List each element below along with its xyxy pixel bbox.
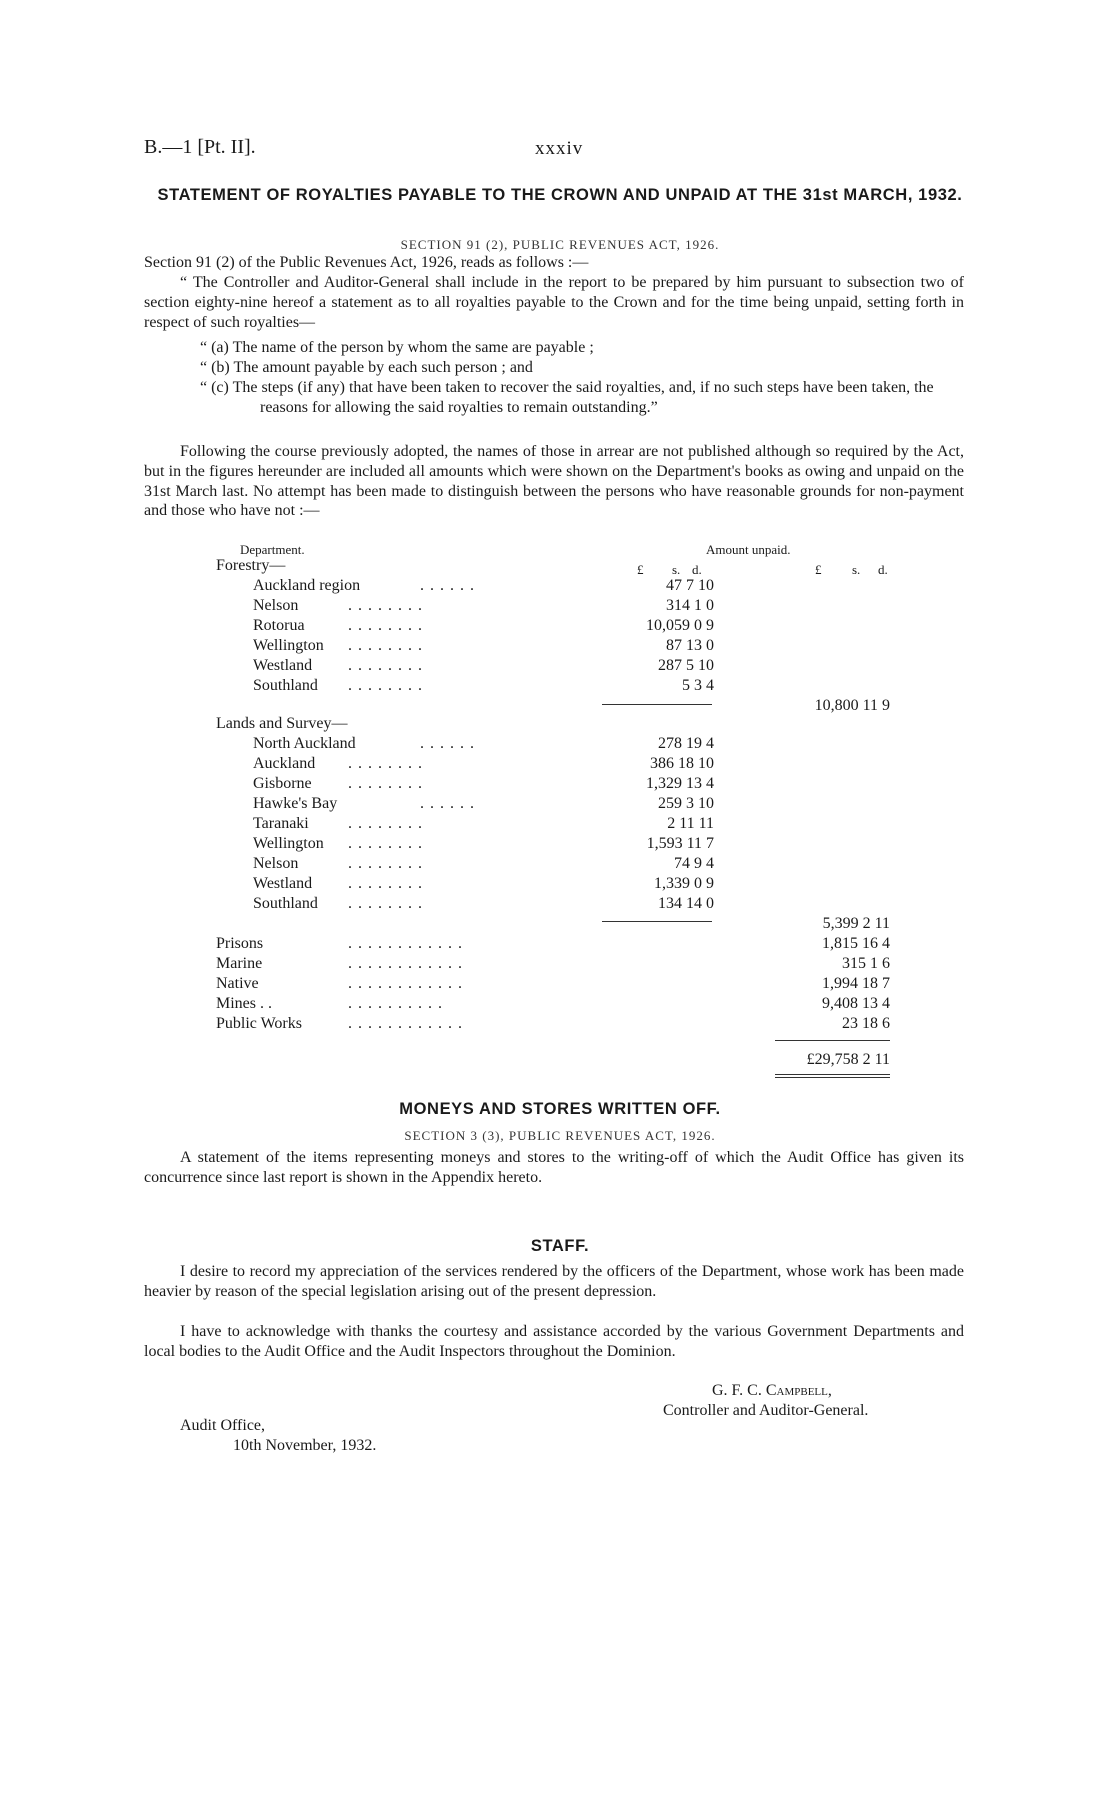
report-reference: B.—1 [Pt. II]. <box>144 136 256 158</box>
lands-row-name: Gisborne <box>253 775 312 792</box>
leader-dots: . . . . . . . . <box>348 597 423 614</box>
lands-row-amount: 2 11 11 <box>667 815 714 832</box>
lands-row-name: Auckland <box>253 755 316 772</box>
leader-dots: . . . . . . . . <box>348 895 423 912</box>
leader-dots: . . . . . . . . . . . . <box>348 955 463 972</box>
unit-pound-total: £ <box>815 562 822 577</box>
forestry-row-name: Rotorua <box>253 617 305 634</box>
signature-date: 10th November, 1932. <box>233 1437 377 1454</box>
grand-total-rule-bottom <box>775 1077 890 1078</box>
leader-dots: . . . . . . . . <box>348 617 423 634</box>
unit-shilling-total: s. <box>852 562 861 577</box>
forestry-row-amount: 47 7 10 <box>666 577 714 594</box>
department-name: Prisons <box>216 935 264 952</box>
leader-dots: . . . . . . . . <box>348 637 423 654</box>
leader-dots: . . . . . . . . . . . . <box>348 935 463 952</box>
forestry-row-name: Auckland region <box>253 577 361 594</box>
staff-para-2: I have to acknowledge with thanks the courtesy and assistance accorded by the various Government Departments and local bodies to the Audit Office and the Audit Inspectors throughout the Dominion. <box>144 1323 964 1360</box>
lands-row-name: Taranaki <box>253 815 309 832</box>
leader-dots: . . . . . . . . <box>348 875 423 892</box>
subtotal-rule <box>602 704 712 705</box>
signatory-title: Controller and Auditor-General. <box>663 1402 869 1419</box>
clause-b: “ (b) The amount payable by each such person ; and <box>200 359 533 376</box>
leader-dots: . . . . . . . . <box>348 657 423 674</box>
lands-row-amount: 1,593 11 7 <box>646 835 714 852</box>
royalties-section-ref: SECTION 91 (2), PUBLIC REVENUES ACT, 1926. <box>400 237 720 252</box>
forestry-row-amount: 314 1 0 <box>666 597 714 614</box>
leader-dots: . . . . . . . . <box>348 755 423 772</box>
lands-row-name: North Auckland <box>253 735 356 752</box>
lands-row-amount: 1,339 0 9 <box>654 875 714 892</box>
leader-dots: . . . . . . <box>420 577 475 594</box>
unit-pence-total: d. <box>878 562 888 577</box>
forestry-heading: Forestry— <box>216 557 286 574</box>
department-amount: 1,815 16 4 <box>822 935 890 952</box>
leader-dots: . . . . . . <box>420 735 475 752</box>
lands-row-amount: 1,329 13 4 <box>646 775 714 792</box>
unit-shilling: s. <box>672 562 681 577</box>
royalties-title: STATEMENT OF ROYALTIES PAYABLE TO THE CROWN AND UNPAID AT THE 31st MARCH, 1932. <box>157 186 963 204</box>
forestry-row-amount: 87 13 0 <box>666 637 714 654</box>
lands-row-name: Southland <box>253 895 318 912</box>
lands-row-amount: 74 9 4 <box>674 855 714 872</box>
clause-c: “ (c) The steps (if any) that have been taken to recover the said royalties, and, if no such steps have been taken, the reasons for allowing the said royalties to remain outstanding.” <box>200 379 934 416</box>
grand-total-rule-top <box>775 1040 890 1041</box>
grand-total-rule-bottom <box>775 1074 890 1075</box>
page-number: xxxiv <box>535 138 584 159</box>
lands-row-amount: 278 19 4 <box>658 735 714 752</box>
department-amount: 9,408 13 4 <box>822 995 890 1012</box>
staff-title: STAFF. <box>530 1237 590 1255</box>
lands-row-amount: 134 14 0 <box>658 895 714 912</box>
lands-row-amount: 386 18 10 <box>650 755 714 772</box>
leader-dots: . . . . . . . . . . . . <box>348 975 463 992</box>
forestry-total: 10,800 11 9 <box>814 697 890 714</box>
grand-total: £29,758 2 11 <box>806 1051 890 1068</box>
department-amount: 1,994 18 7 <box>822 975 890 992</box>
forestry-row-name: Southland <box>253 677 318 694</box>
office-name: Audit Office, <box>180 1417 266 1434</box>
leader-dots: . . . . . . . . . . <box>348 995 443 1012</box>
forestry-row-name: Westland <box>253 657 313 674</box>
moneys-title: MONEYS AND STORES WRITTEN OFF. <box>399 1100 721 1118</box>
moneys-section-ref: SECTION 3 (3), PUBLIC REVENUES ACT, 1926. <box>404 1128 716 1143</box>
forestry-row-amount: 287 5 10 <box>658 657 714 674</box>
unit-pence: d. <box>692 562 702 577</box>
forestry-row-amount: 5 3 4 <box>682 677 714 694</box>
leader-dots: . . . . . . . . <box>348 815 423 832</box>
department-name: Public Works <box>216 1015 302 1032</box>
department-amount: 23 18 6 <box>842 1015 890 1032</box>
moneys-text: A statement of the items representing moneys and stores to the writing-off of which the Audit Office has given its concurrence since last report is shown in the Appendix hereto. <box>144 1149 964 1186</box>
lands-row-name: Nelson <box>253 855 299 872</box>
forestry-row-amount: 10,059 0 9 <box>646 617 714 634</box>
leader-dots: . . . . . . . . . . . . <box>348 1015 463 1032</box>
unit-pound: £ <box>637 562 644 577</box>
royalties-intro: Section 91 (2) of the Public Revenues Act, 1926, reads as follows :— <box>144 254 589 271</box>
lands-row-amount: 259 3 10 <box>658 795 714 812</box>
lands-row-name: Hawke's Bay <box>253 795 338 812</box>
col-department: Department. <box>240 542 305 557</box>
leader-dots: . . . . . . . . <box>348 677 423 694</box>
department-name: Native <box>216 975 259 992</box>
leader-dots: . . . . . . . . <box>348 855 423 872</box>
lands-heading: Lands and Survey— <box>216 715 348 732</box>
leader-dots: . . . . . . . . <box>348 775 423 792</box>
forestry-row-name: Nelson <box>253 597 299 614</box>
col-amount: Amount unpaid. <box>706 542 791 557</box>
royalties-note: Following the course previously adopted, the names of those in arrear are not published although so required by the Act, but in the figures hereunder are included all amounts which were shown on the Department's books as owing and unpaid on the 31st March last. No attempt has been made to distinguish between the persons who have reasonable grounds for non-payment and those who have not :— <box>144 443 964 520</box>
lands-row-name: Westland <box>253 875 313 892</box>
subtotal-rule <box>602 921 712 922</box>
department-name: Mines . . <box>216 995 272 1012</box>
leader-dots: . . . . . . . . <box>348 835 423 852</box>
department-name: Marine <box>216 955 263 972</box>
lands-total: 5,399 2 11 <box>822 915 890 932</box>
leader-dots: . . . . . . <box>420 795 475 812</box>
staff-para-1: I desire to record my appreciation of the services rendered by the officers of the Department, whose work has been made heavier by reason of the special legislation arising out of the present depression. <box>144 1263 964 1300</box>
forestry-row-name: Wellington <box>253 637 324 654</box>
lands-row-name: Wellington <box>253 835 324 852</box>
royalties-quote: “ The Controller and Auditor-General shall include in the report to be prepared by him pursuant to subsection two of section eighty-nine hereof a statement as to all royalties payable to the Crown and for the time being unpaid, setting forth in respect of such royalties— <box>144 274 964 331</box>
signatory-name: G. F. C. Campbell, <box>712 1382 832 1399</box>
clause-a: “ (a) The name of the person by whom the same are payable ; <box>200 339 594 356</box>
department-amount: 315 1 6 <box>842 955 890 972</box>
